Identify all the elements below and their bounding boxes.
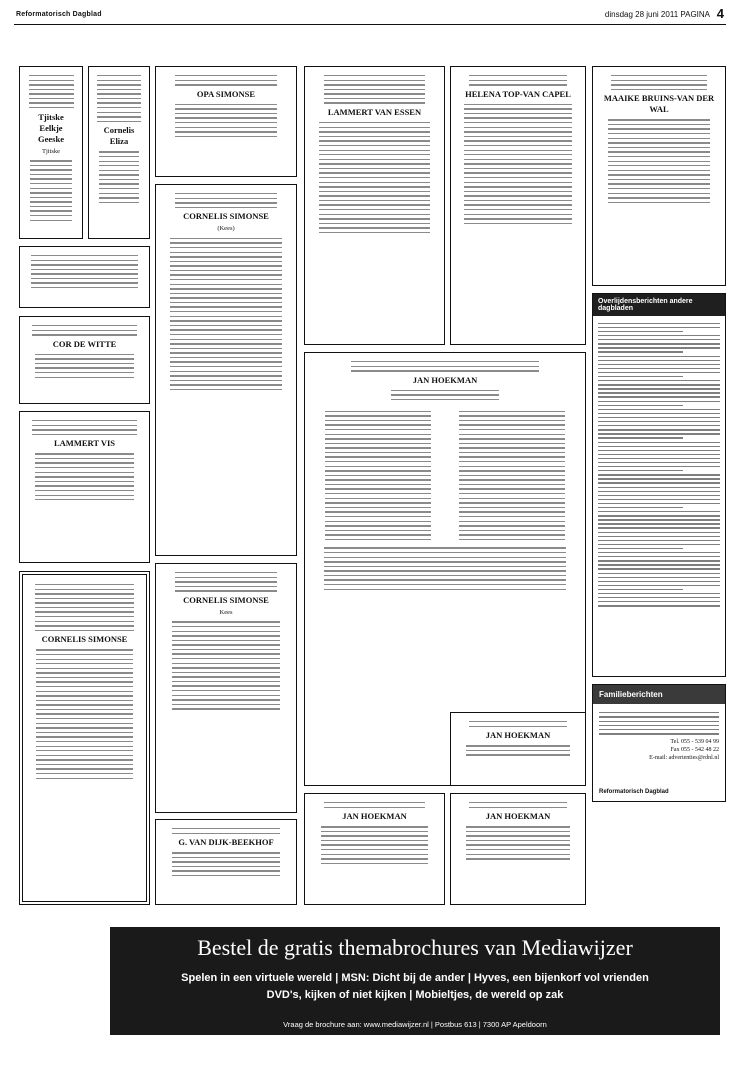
issue-date: dinsdag 28 juni 2011 PAGINA	[604, 10, 710, 19]
banner-footer[interactable]: Vraag de brochure aan: www.mediawijzer.nl | Postbus 613 | 7300 AP Apeldoorn	[283, 1020, 547, 1029]
publication-name: Reformatorisch Dagblad	[16, 11, 102, 18]
notice-name: COR DE WITTE	[52, 338, 117, 349]
notice-death-jan-hoekman-2	[304, 793, 445, 905]
overlijdensberichten-box	[592, 293, 726, 677]
notice-name: CORNELIS SIMONSE	[183, 211, 269, 222]
notice-name: JAN HOEKMAN	[412, 374, 478, 385]
family-brand: Reformatorisch Dagblad	[599, 789, 669, 795]
notice-subname: Kees	[219, 608, 233, 616]
notice-name: CORNELIS SIMONSE	[183, 594, 269, 605]
notice-name: MAAIKE BRUINS-VAN DER WAL	[603, 93, 715, 115]
notice-name: Tjitske Eelkje Geeske	[38, 111, 64, 144]
masthead	[14, 4, 726, 25]
notice-subname: (Kees)	[217, 225, 235, 233]
notice-death-cornelis-simonse-kees	[155, 184, 297, 556]
notice-death-jan-hoekman-3	[450, 793, 586, 905]
banner-row-2: DVD's, kijken of niet kijken | Mobieltjes, de wereld op zak	[266, 989, 564, 1001]
notice-death-lammert-van-essen	[304, 66, 445, 345]
notice-subname: Tjitske	[41, 147, 61, 155]
notice-name: LAMMERT VIS	[53, 438, 116, 449]
notice-death-van-dijk-beekhof	[155, 819, 297, 905]
page-number: 4	[716, 6, 724, 21]
family-tel: Tel. 055 - 539 04 99	[670, 738, 719, 745]
notice-name: JAN HOEKMAN	[485, 730, 551, 741]
mediawijzer-banner	[110, 927, 720, 1035]
banner-headline: Bestel de gratis themabrochures van Mediawijzer	[197, 935, 633, 960]
notice-name: CORNELIS SIMONSE	[41, 634, 128, 645]
overlijdensberichten-header: Overlijdensberichten andere dagbladen	[593, 294, 725, 316]
banner-row-1: Spelen in een virtuele wereld | MSN: Dicht bij de ander | Hyves, een bijenkorf vol vrienden	[181, 972, 649, 984]
notice-death-cornelis-simonse-2	[155, 563, 297, 813]
notice-name: JAN HOEKMAN	[485, 811, 551, 822]
notice-title: OPA SIMONSE	[196, 88, 256, 99]
notice-opa-simonse	[155, 66, 297, 177]
notice-thanks	[19, 246, 150, 308]
notice-death-cornelis-simonse-left	[19, 571, 150, 905]
notice-death-maaike-bruins	[592, 66, 726, 286]
familieberichten-box	[592, 684, 726, 802]
notice-name: Cornelis Eliza	[103, 125, 135, 147]
notice-death-lammert-vis	[19, 411, 150, 563]
notice-name: JAN HOEKMAN	[342, 811, 407, 822]
notice-name: HELENA TOP-VAN CAPEL	[465, 88, 571, 99]
notice-birth-cornelis	[88, 66, 150, 239]
family-email[interactable]: E-mail: advertenties@rdnl.nl	[649, 754, 719, 761]
notice-name: LAMMERT VAN ESSEN	[327, 107, 422, 118]
notice-death-jan-hoekman-4	[450, 712, 586, 786]
notice-death-helena-top-van-capel	[450, 66, 586, 345]
familieberichten-header: Familieberichten	[593, 685, 725, 704]
notice-birth-tjitske	[19, 66, 83, 239]
family-fax: Fax 055 - 542 48 22	[670, 746, 719, 753]
notice-name: G. VAN DIJK-BEEKHOF	[178, 837, 274, 848]
notice-death-cor-de-witte	[19, 316, 150, 404]
